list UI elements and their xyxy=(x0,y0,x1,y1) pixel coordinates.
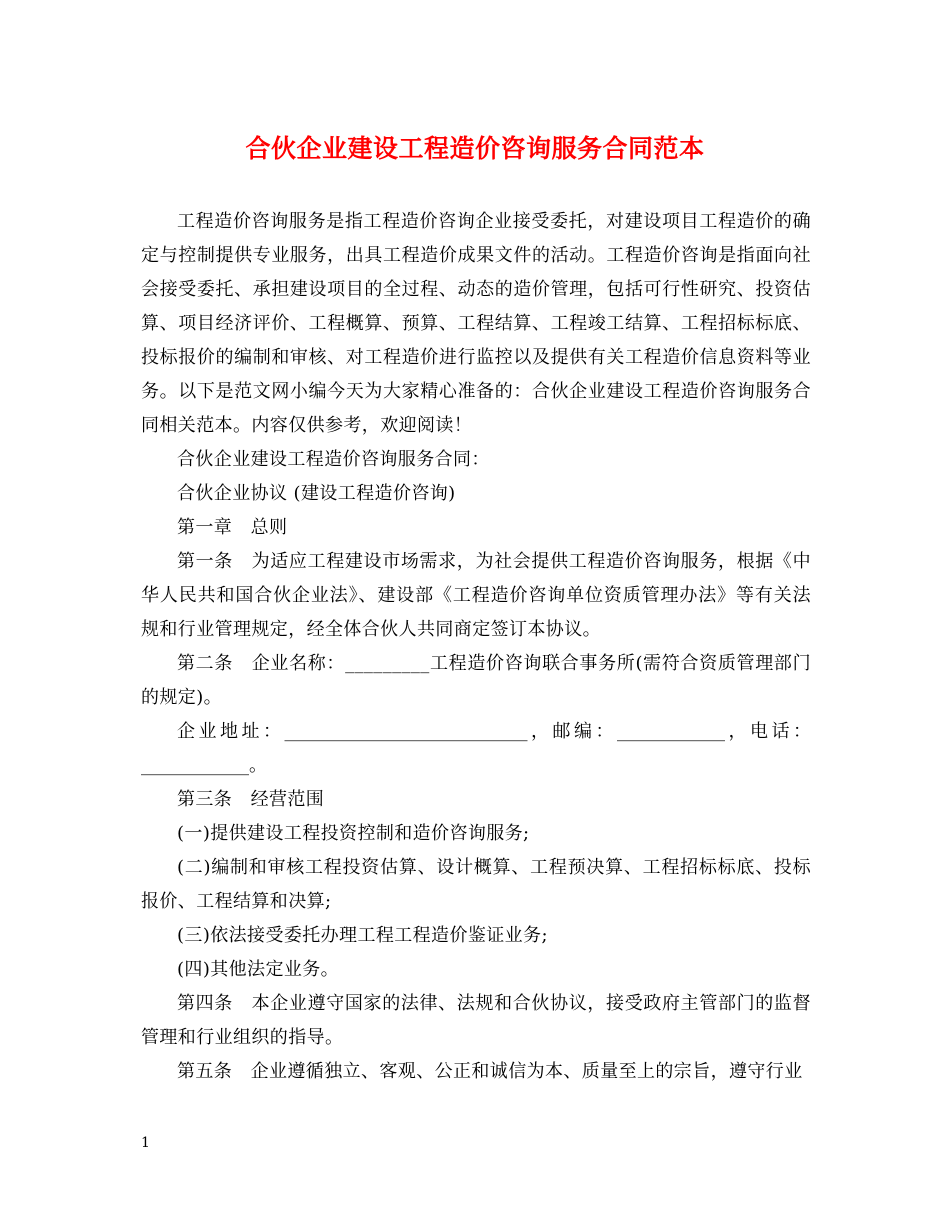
paragraph-intro: 工程造价咨询服务是指工程造价咨询企业接受委托，对建设项目工程造价的确定与控制提供专业服务，出具工程造价成果文件的活动。工程造价咨询是指面向社会接受委托、承担建设项目的全过程、动态的造价管理，包括可行性研究、投资估算、项目经济评价、工程概算、预算、工程结算、工程竣工结算、工程招标标底、投标报价的编制和审核、对工程造价进行监控以及提供有关工程造价信息资料等业务。以下是范文网小编今天为大家精心准备的：合伙企业建设工程造价咨询服务合同相关范本。内容仅供参考，欢迎阅读！ xyxy=(141,211,811,436)
paragraph-article-five: 第五条 企业遵循独立、客观、公正和诚信为本、质量至上的宗旨，遵守行业 xyxy=(177,1061,803,1082)
document-body xyxy=(141,205,811,1089)
page-number: 1 xyxy=(141,1135,150,1151)
paragraph-article-three: 第三条 经营范围 xyxy=(177,789,325,810)
document-title: 合伙企业建设工程造价咨询服务合同范本 xyxy=(245,134,705,163)
paragraph-article-one: 第一条 为适应工程建设市场需求，为社会提供工程造价咨询服务，根据《中华人民共和国合伙企业法》、建设部《工程造价咨询单位资质管理办法》等有关法规和行业管理规定，经全体合伙人共同商定签订本协议。 xyxy=(141,551,811,640)
paragraph-article-two: 第二条 企业名称：_________工程造价咨询联合事务所(需符合资质管理部门的规定)。 xyxy=(141,653,811,708)
paragraph-contract-heading: 合伙企业建设工程造价咨询服务合同： xyxy=(177,449,490,470)
paragraph-chapter-one: 第一章 总则 xyxy=(177,517,288,538)
paragraph-scope-item-1: (一)提供建设工程投资控制和造价咨询服务; xyxy=(177,823,530,844)
paragraph-article-four: 第四条 本企业遵守国家的法律、法规和合伙协议，接受政府主管部门的监督管理和行业组织的指导。 xyxy=(141,993,811,1048)
paragraph-scope-item-4: (四)其他法定业务。 xyxy=(177,959,340,980)
paragraph-scope-item-3: (三)依法接受委托办理工程工程造价鉴证业务; xyxy=(177,925,548,946)
paragraph-agreement-title: 合伙企业协议 (建设工程造价咨询) xyxy=(177,483,456,504)
paragraph-address: 企业地址：___________________________，邮编：____________，电话：____________。 xyxy=(141,721,811,776)
paragraph-scope-item-2: (二)编制和审核工程投资估算、设计概算、工程预决算、工程招标标底、投标报价、工程结算和决算; xyxy=(141,857,811,912)
